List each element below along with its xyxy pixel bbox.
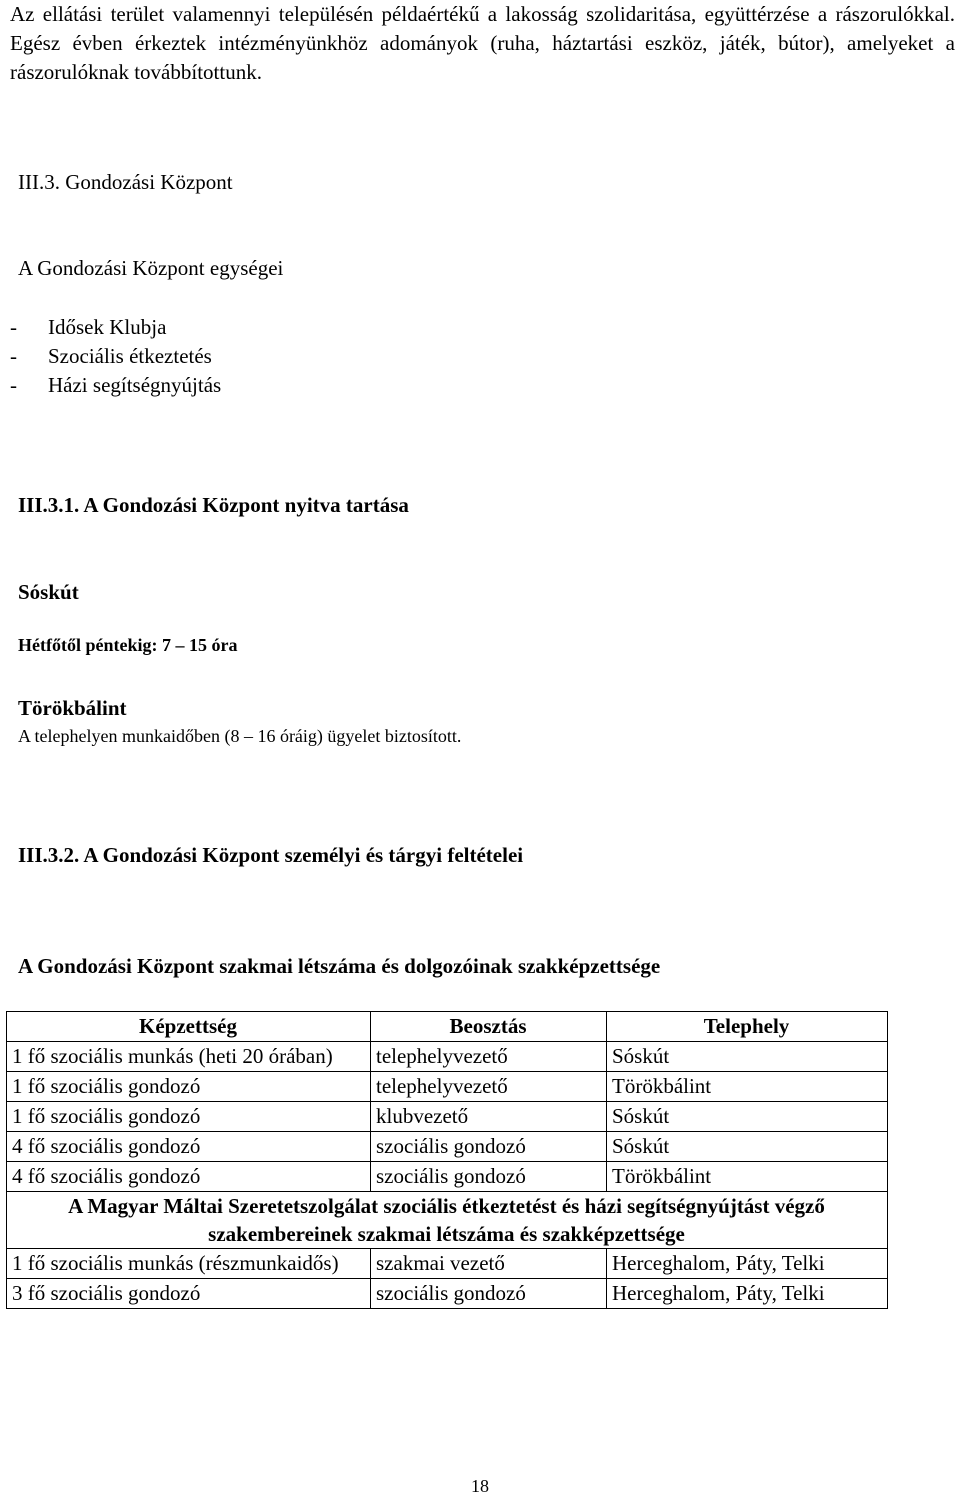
intro-text: Az ellátási terület valamennyi településén példaértékű a lakosság szolidaritása, együttérzése a rászorulókkal. Egész évben érkeztek intézményünkhöz adományok (ruha, háztartási eszköz, játék, bútor), amelyeket a rászorulóknak továbbítottunk. bbox=[10, 2, 955, 84]
table-cell: 4 fő szociális gondozó bbox=[7, 1162, 371, 1192]
dash: - bbox=[10, 315, 17, 339]
table-row bbox=[7, 1249, 888, 1279]
dash: - bbox=[10, 344, 17, 368]
table-cell: Sóskút bbox=[607, 1042, 888, 1072]
unit-label: Szociális étkeztetés bbox=[48, 344, 212, 368]
table-cell: szociális gondozó bbox=[371, 1162, 607, 1192]
table-row bbox=[7, 1132, 888, 1162]
page-number: 18 bbox=[471, 1476, 489, 1496]
site2-note: A telephelyen munkaidőben (8 – 16 óráig) ügyelet biztosított. bbox=[18, 726, 462, 746]
units-list bbox=[10, 313, 221, 400]
table-cell: Sóskút bbox=[607, 1102, 888, 1132]
section-3-1-heading: III.3.1. A Gondozási Központ nyitva tartása bbox=[18, 493, 409, 517]
table-row bbox=[7, 1162, 888, 1192]
span-cell: A Magyar Máltai Szeretetszolgálat szociális étkeztetést és házi segítségnyújtást végző szakembereinek szakmai létszáma és szakképzettsége bbox=[7, 1192, 888, 1249]
site2-name: Törökbálint bbox=[18, 696, 127, 720]
units-heading: A Gondozási Központ egységei bbox=[18, 256, 284, 280]
table-cell: Törökbálint bbox=[607, 1072, 888, 1102]
section-3-2-heading: III.3.2. A Gondozási Központ személyi és tárgyi feltételei bbox=[18, 843, 524, 867]
table-span-row bbox=[7, 1192, 888, 1249]
list-item bbox=[10, 342, 221, 371]
table-cell: 1 fő szociális gondozó bbox=[7, 1072, 371, 1102]
table-cell: Herceghalom, Páty, Telki bbox=[607, 1279, 888, 1309]
table-cell: 1 fő szociális munkás (heti 20 órában) bbox=[7, 1042, 371, 1072]
table-cell: 1 fő szociális munkás (részmunkaidős) bbox=[7, 1249, 371, 1279]
table-row bbox=[7, 1042, 888, 1072]
table-cell: 4 fő szociális gondozó bbox=[7, 1132, 371, 1162]
intro-paragraph bbox=[10, 0, 955, 87]
site1-hours: Hétfőtől péntekig: 7 – 15 óra bbox=[18, 635, 238, 655]
table-cell: Törökbálint bbox=[607, 1162, 888, 1192]
list-item bbox=[10, 313, 221, 342]
list-item bbox=[10, 371, 221, 400]
header-cell: Beosztás bbox=[371, 1012, 607, 1042]
table-cell: telephelyvezető bbox=[371, 1042, 607, 1072]
unit-label: Házi segítségnyújtás bbox=[48, 373, 222, 397]
table-row bbox=[7, 1102, 888, 1132]
dash: - bbox=[10, 373, 17, 397]
table-header-row bbox=[7, 1012, 888, 1042]
table-cell: Herceghalom, Páty, Telki bbox=[607, 1249, 888, 1279]
table-cell: szociális gondozó bbox=[371, 1279, 607, 1309]
header-cell: Telephely bbox=[607, 1012, 888, 1042]
table-cell: szociális gondozó bbox=[371, 1132, 607, 1162]
staff-table bbox=[6, 1011, 888, 1309]
table-row bbox=[7, 1072, 888, 1102]
table-row bbox=[7, 1279, 888, 1309]
table-cell: klubvezető bbox=[371, 1102, 607, 1132]
table-cell: telephelyvezető bbox=[371, 1072, 607, 1102]
unit-label: Idősek Klubja bbox=[48, 315, 167, 339]
table-cell: 1 fő szociális gondozó bbox=[7, 1102, 371, 1132]
section-3-heading: III.3. Gondozási Központ bbox=[18, 170, 233, 194]
site1-name: Sóskút bbox=[18, 580, 79, 604]
header-cell: Képzettség bbox=[7, 1012, 371, 1042]
table-cell: 3 fő szociális gondozó bbox=[7, 1279, 371, 1309]
table-cell: Sóskút bbox=[607, 1132, 888, 1162]
staff-subheading: A Gondozási Központ szakmai létszáma és dolgozóinak szakképzettsége bbox=[18, 954, 661, 978]
table-cell: szakmai vezető bbox=[371, 1249, 607, 1279]
